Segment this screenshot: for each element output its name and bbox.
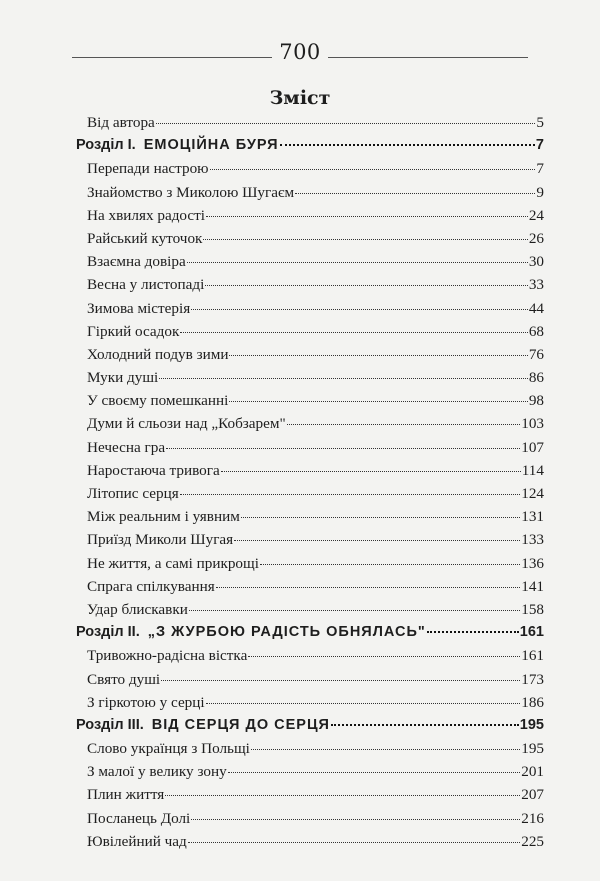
toc-entry-label: Слово українця з Польщі [87, 740, 250, 758]
toc-entry-label: Перепади настрою [87, 160, 209, 178]
section-title: ВІД СЕРЦЯ ДО СЕРЦЯ [151, 716, 330, 733]
toc-entry-row [76, 647, 544, 670]
toc-page-number: 44 [528, 299, 544, 317]
dot-leader [251, 749, 520, 750]
page-header [72, 40, 528, 64]
toc-entry-label: Посланець Долі [87, 809, 191, 827]
toc-page-number: 26 [528, 229, 544, 247]
toc-entry-label: Літопис серця [87, 485, 179, 502]
toc-entry-label: З гіркотою у серці [87, 693, 205, 711]
toc-entry-row [76, 555, 544, 578]
toc-entry-label: Весна у листопаді [87, 276, 205, 294]
toc-page-number: 195 [521, 740, 544, 758]
toc-page-number: 68 [528, 322, 544, 340]
dot-leader [287, 424, 521, 425]
toc-page-number: 225 [521, 832, 544, 850]
toc-entry-label: Свято душі [87, 670, 161, 688]
dot-leader [210, 169, 536, 170]
dot-leader [295, 193, 535, 194]
toc-entry-label [76, 624, 426, 640]
dot-leader [234, 540, 520, 541]
toc-entry-row [76, 508, 544, 531]
toc-entry-row [76, 786, 544, 809]
toc-entry-label: У своєму помешканні [87, 392, 229, 410]
toc-entry-row [76, 346, 544, 369]
toc-page-number: 33 [528, 276, 544, 294]
toc-page-number: 7 [535, 137, 544, 154]
toc-entry-row [76, 531, 544, 554]
toc-entry-label: Наростаюча тривога [87, 461, 220, 479]
toc-entry-label: Від автора [87, 114, 155, 131]
toc-entry-row [76, 160, 544, 183]
page-title: Зміст [269, 87, 331, 109]
toc-entry-label: Плин життя [87, 786, 165, 804]
dot-leader [248, 656, 520, 657]
toc-entry-label: Холодний подув зими [87, 345, 229, 363]
toc-entry-label: Не життя, а самі прикрощі [87, 554, 259, 572]
toc-entry-row [76, 253, 544, 276]
section-number: Розділ III. [76, 716, 144, 733]
toc-entry-label: Ювілейний чад [87, 832, 187, 850]
dot-leader [189, 610, 520, 611]
toc-page-number: 103 [521, 415, 544, 433]
dot-leader [205, 285, 527, 286]
toc-entry-row [76, 439, 544, 462]
toc-entry-label: Приїзд Миколи Шугая [87, 531, 234, 549]
dot-leader [203, 239, 527, 240]
toc-entry-row [76, 694, 544, 717]
toc-page-number: 158 [521, 600, 544, 618]
toc-page-number: 30 [528, 253, 544, 271]
toc-entry-label: Спрага спілкування [87, 577, 215, 595]
toc-page-number: 141 [521, 577, 544, 595]
dot-leader [331, 724, 519, 726]
dot-leader [206, 216, 528, 217]
dot-leader [180, 494, 521, 495]
toc-page-number: 161 [519, 624, 544, 641]
dot-leader [229, 401, 527, 402]
toc-entry-row [76, 671, 544, 694]
dot-leader [206, 703, 521, 704]
toc-section-row [76, 624, 544, 647]
dot-leader [191, 309, 528, 310]
section-title: ЕМОЦІЙНА БУРЯ [143, 137, 279, 154]
toc-page-number: 216 [521, 809, 544, 827]
toc-entry-row [76, 114, 544, 137]
toc-entry-label: Гіркий осадок [87, 322, 180, 340]
toc-entry-row [76, 230, 544, 253]
toc-entry-label [76, 717, 330, 733]
toc-section-row [76, 717, 544, 740]
dot-leader [241, 517, 520, 518]
toc-page-number: 186 [521, 693, 544, 711]
toc-page-number: 114 [521, 461, 544, 479]
toc-entry-row [76, 833, 544, 856]
toc-entry-label: Райський куточок [87, 229, 203, 247]
toc-page-number: 131 [521, 508, 544, 526]
toc-page-number: 207 [521, 786, 544, 804]
toc-page-number: 76 [528, 345, 544, 363]
dot-leader [221, 471, 521, 472]
toc-page-number: 124 [521, 485, 544, 502]
dot-leader [260, 564, 520, 565]
toc-entry-label: Тривожно-радісна вістка [87, 647, 248, 665]
toc-entry-row [76, 323, 544, 346]
toc-entry-row [76, 300, 544, 323]
toc-page-number: 195 [519, 716, 544, 733]
section-number: Розділ I. [76, 137, 136, 154]
toc-entry-row [76, 415, 544, 438]
toc-page-number: 173 [521, 670, 544, 688]
toc-section-row [76, 137, 544, 160]
toc-page-number: 86 [528, 369, 544, 387]
toc-page-number: 5 [536, 114, 544, 131]
toc-entry-row [76, 276, 544, 299]
section-title: „З ЖУРБОЮ РАДІСТЬ ОБНЯЛАСЬ" [147, 624, 426, 641]
toc-entry-label: Знайомство з Миколою Шугаєм [87, 183, 295, 201]
toc-entry-row [76, 740, 544, 763]
dot-leader [229, 355, 527, 356]
toc-entry-label: Удар блискавки [87, 600, 188, 618]
dot-leader [161, 680, 520, 681]
dot-leader [228, 772, 521, 773]
dot-leader [166, 448, 520, 449]
page-number: 700 [279, 40, 321, 64]
toc-page-number: 107 [521, 438, 544, 456]
dot-leader [165, 795, 520, 796]
dot-leader [188, 842, 520, 843]
toc-entry-label: Взаємна довіра [87, 253, 186, 271]
dot-leader [156, 123, 536, 124]
toc-entry-row [76, 462, 544, 485]
dot-leader [427, 631, 519, 633]
toc-entry-label: Думи й сльози над „Кобзарем" [87, 415, 286, 433]
toc-page-number: 7 [536, 160, 544, 178]
table-of-contents [76, 114, 544, 856]
toc-entry-label: На хвилях радості [87, 206, 205, 224]
toc-page-number: 201 [521, 763, 544, 781]
toc-entry-row [76, 485, 544, 508]
toc-entry-label: Зимова містерія [87, 299, 191, 317]
dot-leader [159, 378, 528, 379]
toc-entry-row [76, 810, 544, 833]
toc-entry-label: З малої у велику зону [87, 763, 227, 781]
toc-entry-row [76, 184, 544, 207]
toc-entry-row [76, 763, 544, 786]
toc-page-number: 161 [521, 647, 544, 665]
toc-page-number: 24 [528, 206, 544, 224]
toc-page-number: 133 [521, 531, 544, 549]
section-number: Розділ II. [76, 624, 140, 641]
dot-leader [280, 144, 535, 146]
toc-entry-row [76, 392, 544, 415]
toc-entry-row [76, 601, 544, 624]
dot-leader [180, 332, 527, 333]
toc-page-number: 9 [536, 183, 544, 201]
toc-entry-label [76, 137, 279, 153]
toc-page-number: 98 [528, 392, 544, 410]
toc-entry-row [76, 578, 544, 601]
dot-leader [216, 587, 520, 588]
toc-entry-row [76, 207, 544, 230]
toc-page-number: 136 [521, 554, 544, 572]
toc-entry-label: Між реальним і уявним [87, 508, 240, 526]
toc-entry-label: Нечесна гра [87, 438, 166, 456]
toc-entry-label: Муки душі [87, 369, 159, 387]
dot-leader [191, 819, 520, 820]
dot-leader [187, 262, 528, 263]
toc-entry-row [76, 369, 544, 392]
